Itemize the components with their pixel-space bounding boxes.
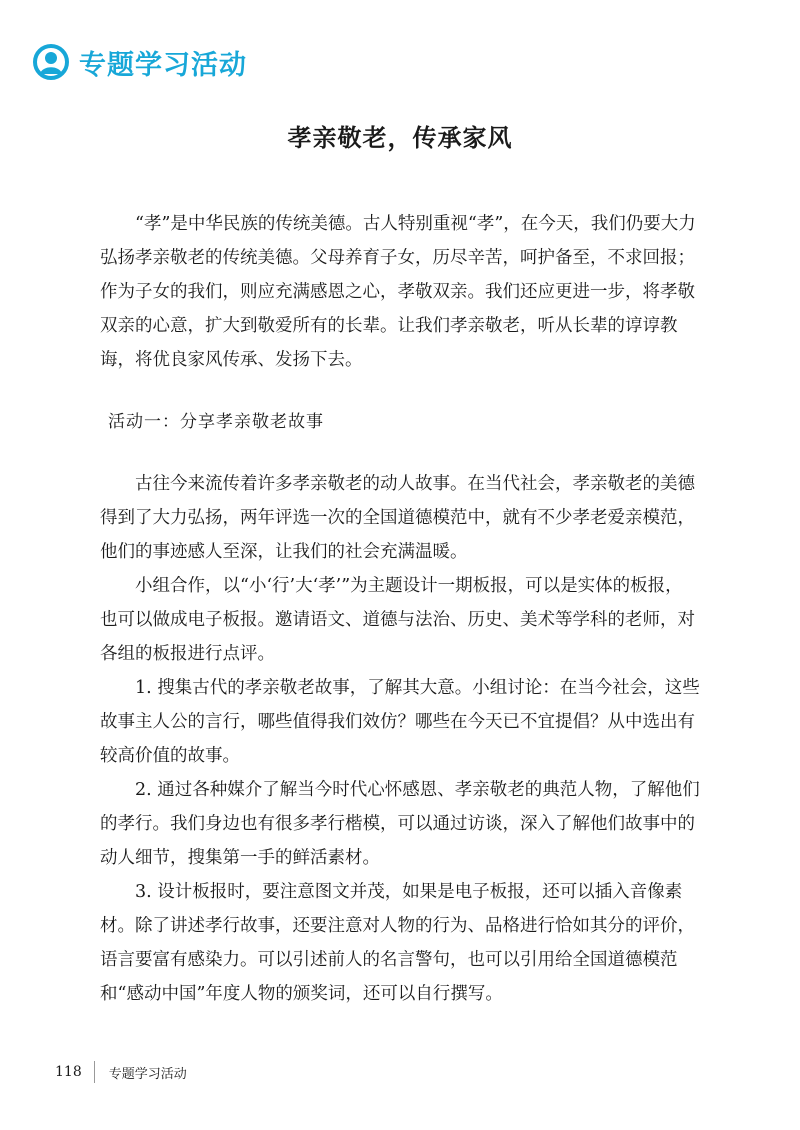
section-header [33, 42, 247, 82]
paragraph: 小组合作，以“小‘行’大‘孝’”为主题设计一期板报，可以是实体的板报，也可以做成电子板报。邀请语文、道德与法治、历史、美术等学科的老师，对各组的板报进行点评。 [100, 576, 695, 664]
page-footer [55, 1060, 187, 1084]
list-item-3: 3. 设计板报时，要注意图文并茂，如果是电子板报，还可以插入音像素材。除了讲述孝行故事，还要注意对人物的行为、品格进行恰如其分的评价，语言要富有感染力。可以引述前人的名言警句，也可以引用给全国道德模范和“感动中国”年度人物的颁奖词，还可以自行撰写。 [100, 882, 695, 1004]
list-item-2: 2. 通过各种媒介了解当今时代心怀感恩、孝亲敬老的典范人物，了解他们的孝行。我们身边也有很多孝行楷模，可以通过访谈，深入了解他们故事中的动人细节，搜集第一手的鲜活素材。 [100, 780, 700, 868]
person-icon [33, 44, 69, 80]
main-content [100, 207, 700, 1011]
section-header-title: 专题学习活动 [79, 49, 247, 81]
paragraph: 古往今来流传着许多孝亲敬老的动人故事。在当代社会，孝亲敬老的美德得到了大力弘扬，两年评选一次的全国道德模范中，就有不少孝老爱亲模范，他们的事迹感人至深，让我们的社会充满温暖。 [100, 474, 695, 562]
list-item-1: 1. 搜集古代的孝亲敬老故事，了解其大意。小组讨论：在当今社会，这些故事主人公的言行，哪些值得我们效仿？哪些在今天已不宜提倡？从中选出有较高价值的故事。 [100, 678, 700, 766]
activity-heading: 活动一：分享孝亲敬老故事 [108, 412, 324, 432]
page-number: 118 [55, 1064, 82, 1080]
page-title: 孝亲敬老，传承家风 [287, 124, 513, 152]
intro-paragraph: “孝”是中华民族的传统美德。古人特别重视“孝”，在今天，我们仍要大力弘扬孝亲敬老的传统美德。父母养育子女，历尽辛苦，呵护备至，不求回报；作为子女的我们，则应充满感恩之心，孝敬双亲。我们还应更进一步，将孝敬双亲的心意，扩大到敬爱所有的长辈。让我们孝亲敬老，听从长辈的谆谆教诲，将优良家风传承、发扬下去。 [100, 214, 696, 370]
footer-section-title: 专题学习活动 [108, 1066, 187, 1082]
footer-divider [94, 1061, 95, 1083]
